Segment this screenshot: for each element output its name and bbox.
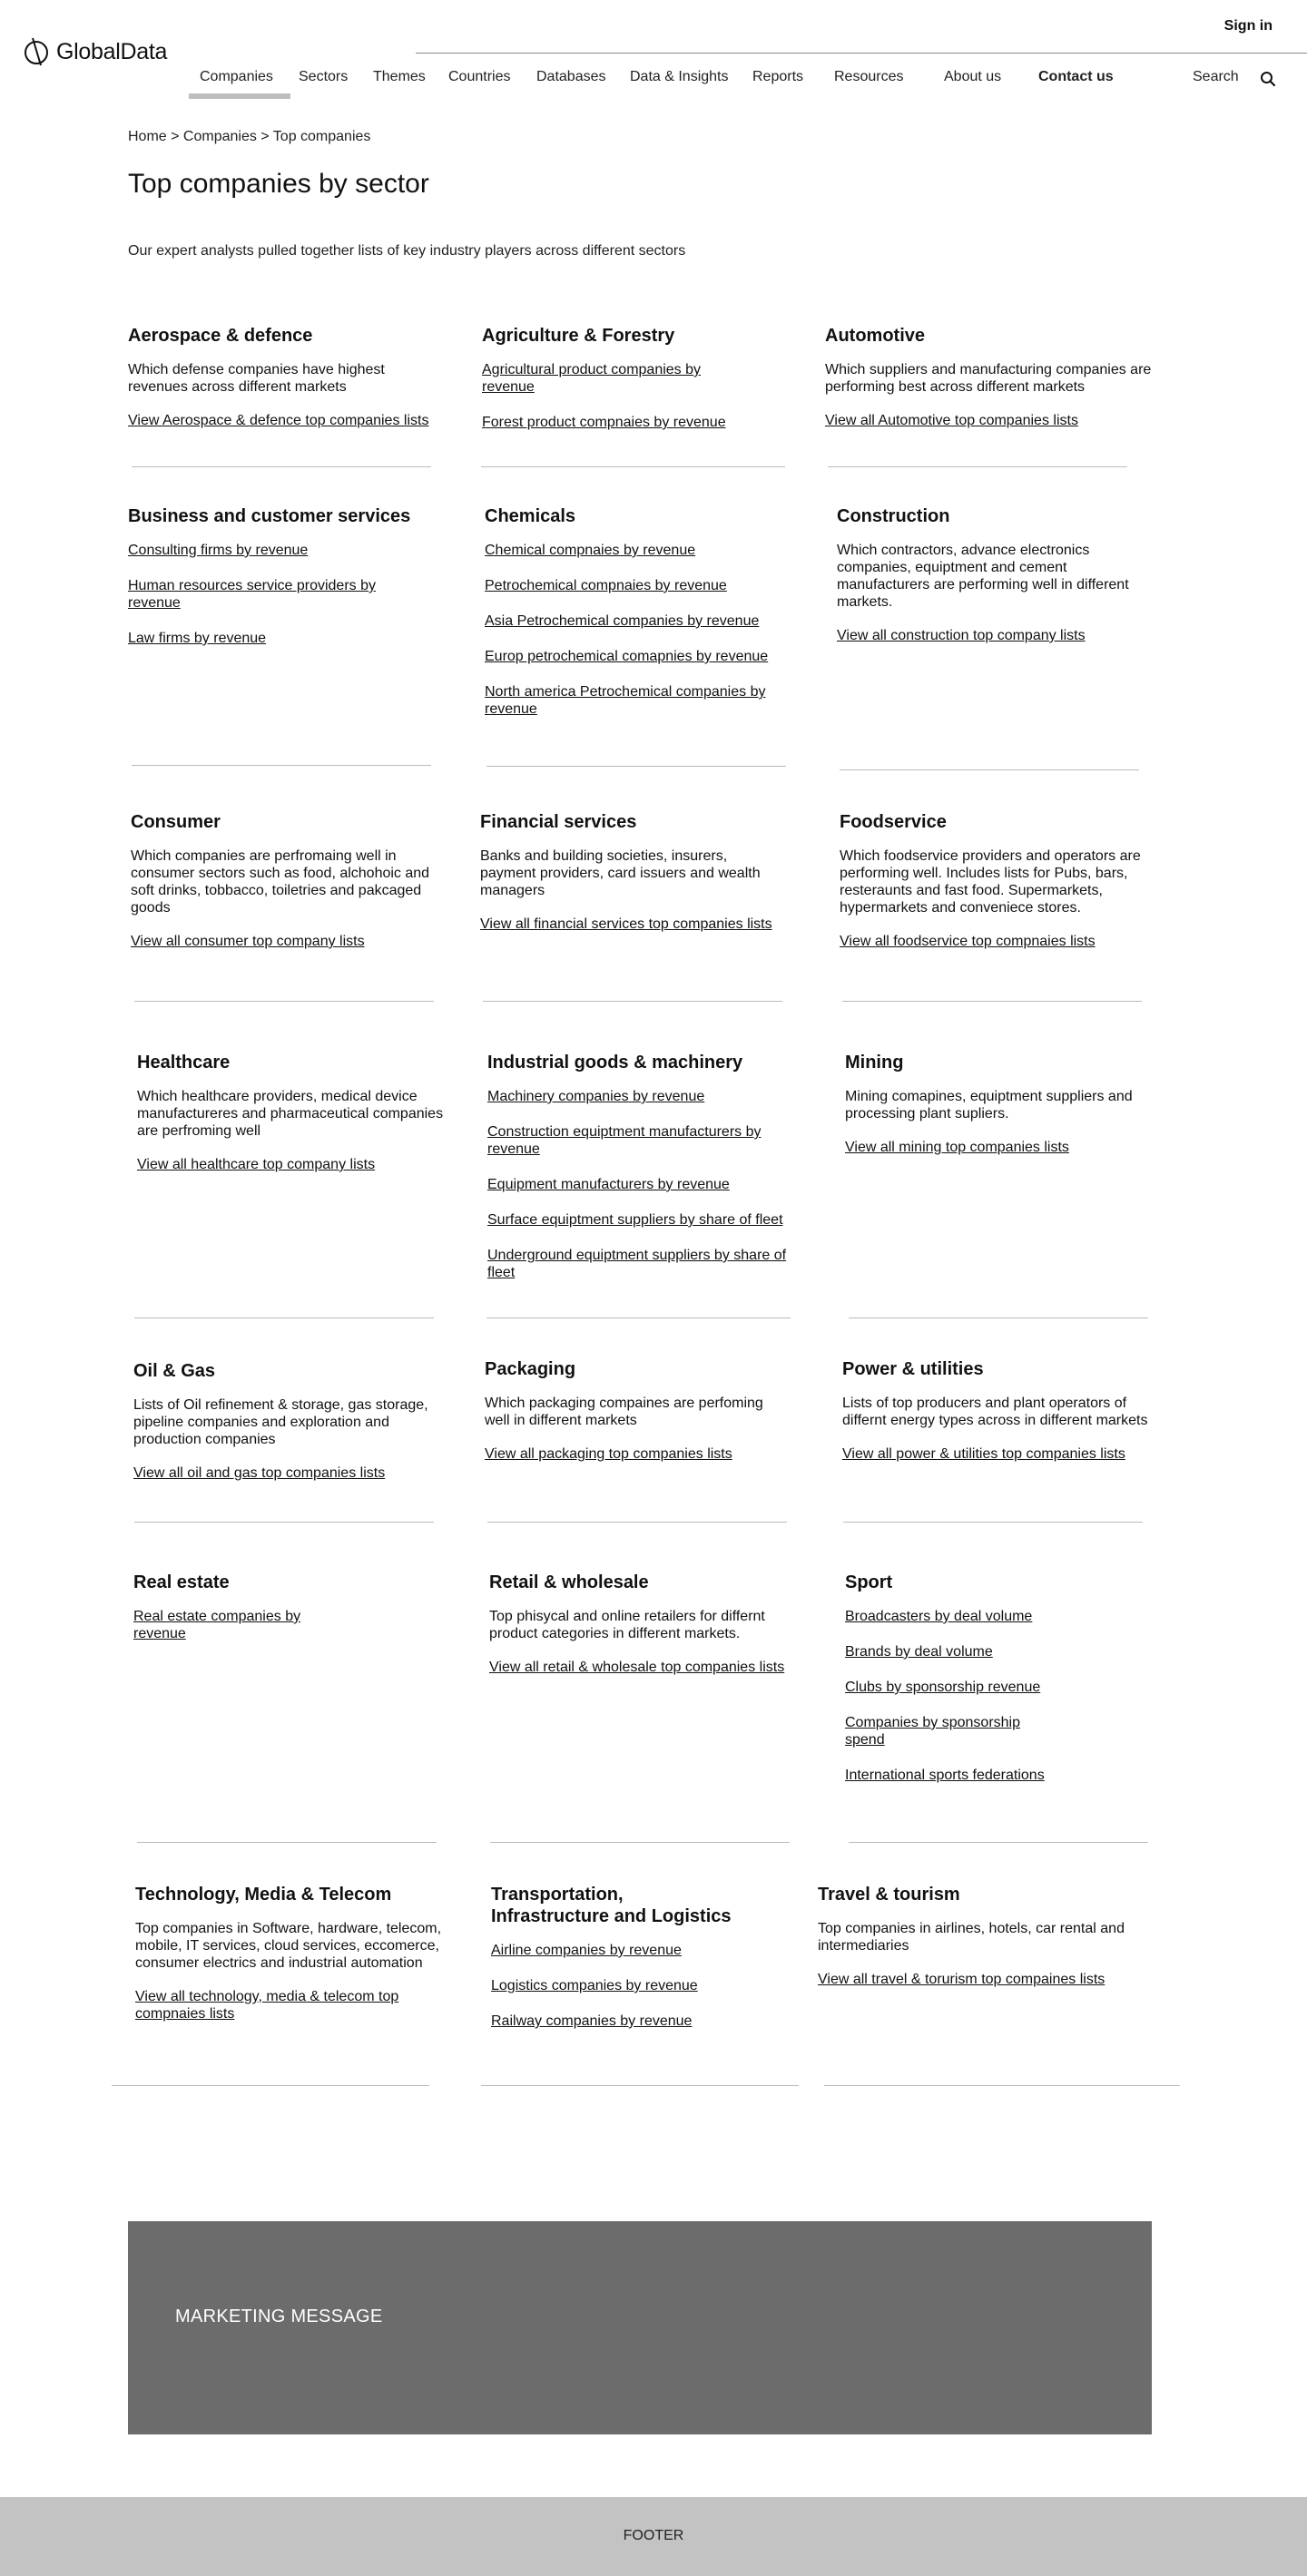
section-divider	[486, 1317, 791, 1318]
section-divider	[490, 1842, 790, 1843]
sector-industrial-goods-machinery	[487, 1052, 796, 1299]
sector-link[interactable]: Equipment manufacturers by revenue	[487, 1177, 730, 1192]
sector-link[interactable]: Companies by sponsorship spend	[845, 1715, 1020, 1748]
sector-real-estate	[133, 1572, 451, 1660]
sector-title: Packaging	[485, 1359, 576, 1379]
sector-link[interactable]: View all oil and gas top companies lists	[133, 1465, 386, 1481]
sector-automotive	[825, 325, 1152, 447]
sector-link[interactable]: Underground equiptment suppliers by share of fleet	[487, 1248, 787, 1280]
sector-link[interactable]: Europ petrochemical comapnies by revenue	[485, 649, 769, 664]
sector-title: Retail & wholesale	[489, 1572, 649, 1592]
sector-description: Banks and building societies, insurers, payment providers, card issuers and wealth managers	[480, 848, 761, 898]
section-divider	[134, 1001, 434, 1002]
sector-consumer	[131, 811, 448, 968]
nav-resources[interactable]: Resources	[834, 69, 904, 84]
sector-link[interactable]: Surface equiptment suppliers by share of fleet	[487, 1212, 783, 1228]
header-divider	[416, 53, 1307, 54]
sector-title: Agriculture & Forestry	[482, 326, 675, 346]
sector-link[interactable]: Human resources service providers by revenue	[128, 578, 376, 611]
section-divider	[134, 1317, 434, 1318]
section-divider	[137, 1842, 437, 1843]
sector-description: Top phisycal and online retailers for differnt product categories in different markets.	[489, 1609, 765, 1641]
sector-title: Power & utilities	[842, 1359, 984, 1379]
sector-link[interactable]: View all consumer top company lists	[131, 934, 365, 949]
sector-title: Oil & Gas	[133, 1361, 216, 1381]
nav-contact-us[interactable]: Contact us	[1038, 69, 1114, 84]
sector-link[interactable]: Machinery companies by revenue	[487, 1089, 705, 1104]
sector-link[interactable]: View all foodservice top compnaies lists	[840, 934, 1096, 949]
sector-construction	[837, 505, 1145, 662]
nav-data-insights[interactable]: Data & Insights	[630, 69, 729, 84]
sector-description: Which companies are perfromaing well in consumer sectors such as food, alchohoic and soft drinks, tobbacco, toiletries and pakcaged goods	[131, 848, 430, 916]
sector-description: Which healthcare providers, medical device manufactureres and pharmaceutical companies are perfroming well	[137, 1089, 444, 1139]
section-divider	[849, 1842, 1148, 1843]
sector-foodservice	[840, 811, 1157, 968]
section-divider	[842, 1001, 1142, 1002]
nav-companies[interactable]: Companies	[200, 69, 273, 84]
marketing-message: MARKETING MESSAGE	[175, 2307, 383, 2326]
section-divider	[824, 2085, 1180, 2086]
sector-link[interactable]: View all power & utilities top companies lists	[842, 1446, 1125, 1462]
footer-label: FOOTER	[623, 2528, 684, 2543]
sector-link[interactable]: Broadcasters by deal volume	[845, 1609, 1033, 1624]
sector-title: Financial services	[480, 812, 637, 832]
sector-link[interactable]: Consulting firms by revenue	[128, 543, 309, 558]
marketing-banner[interactable]	[128, 2221, 1152, 2434]
sector-link[interactable]: Agricultural product companies by revenue	[482, 362, 702, 395]
search-link[interactable]: Search	[1193, 69, 1239, 84]
section-divider	[843, 1522, 1143, 1523]
sector-title: Consumer	[131, 812, 221, 832]
sector-title: Technology, Media & Telecom	[135, 1885, 392, 1905]
sector-link[interactable]: View all technology, media & telecom top compnaies lists	[135, 1989, 399, 2022]
sector-link[interactable]: Forest product compnaies by revenue	[482, 415, 726, 430]
sector-link[interactable]: Law firms by revenue	[128, 631, 267, 646]
sector-title: Chemicals	[485, 506, 576, 526]
nav-reports[interactable]: Reports	[752, 69, 804, 84]
section-divider	[487, 1522, 787, 1523]
sector-link[interactable]: View all packaging top companies lists	[485, 1446, 732, 1462]
globaldata-logo[interactable]	[24, 36, 167, 67]
sector-travel-tourism	[818, 1884, 1135, 2006]
sector-link[interactable]: Railway companies by revenue	[491, 2013, 693, 2029]
section-divider	[134, 1522, 434, 1523]
sector-title: Healthcare	[137, 1053, 231, 1073]
sector-mining	[845, 1052, 1145, 1174]
sector-transportation-infrastructure-logistics	[491, 1884, 745, 2048]
sector-title: Sport	[845, 1572, 893, 1592]
sector-link[interactable]: View all travel & torurism top compaines lists	[818, 1972, 1106, 1987]
sign-in-link[interactable]: Sign in	[1223, 18, 1273, 34]
section-divider	[849, 1317, 1148, 1318]
sector-description: Lists of top producers and plant operators of differnt energy types across in different markets	[842, 1396, 1148, 1428]
sector-link[interactable]: Logistics companies by revenue	[491, 1978, 698, 1993]
sector-link[interactable]: Real estate companies by revenue	[133, 1609, 301, 1641]
sector-business-customer-services	[128, 505, 446, 665]
page-intro: Our expert analysts pulled together lists of key industry players across different sectors	[128, 243, 686, 259]
sector-description: Lists of Oil refinement & storage, gas storage, pipeline companies and exploration and production companies	[133, 1397, 428, 1447]
nav-active-indicator	[189, 93, 290, 99]
sector-link[interactable]: Petrochemical compnaies by revenue	[485, 578, 727, 593]
section-divider	[132, 466, 431, 467]
sector-title: Foodservice	[840, 812, 947, 832]
sector-link[interactable]: View all Automotive top companies lists	[825, 413, 1078, 428]
section-divider	[828, 466, 1127, 467]
sector-financial-services	[480, 811, 780, 951]
sector-link[interactable]: Clubs by sponsorship revenue	[845, 1680, 1041, 1695]
sector-link[interactable]: Asia Petrochemical companies by revenue	[485, 613, 760, 629]
sector-title: Automotive	[825, 326, 925, 346]
section-divider	[483, 1001, 782, 1002]
sector-link[interactable]: Airline companies by revenue	[491, 1943, 682, 1958]
nav-themes[interactable]: Themes	[373, 69, 426, 84]
sector-oil-gas	[133, 1360, 442, 1500]
section-divider	[481, 2085, 799, 2086]
nav-countries[interactable]: Countries	[448, 69, 511, 84]
section-divider	[840, 769, 1139, 770]
footer	[0, 2497, 1307, 2576]
sector-retail-wholesale	[489, 1572, 807, 1694]
sector-sport	[845, 1572, 1145, 1802]
sector-description: Top companies in airlines, hotels, car rental and intermediaries	[818, 1921, 1125, 1954]
sector-description: Which suppliers and manufacturing companies are performing best across different markets	[825, 362, 1152, 395]
nav-databases[interactable]: Databases	[536, 69, 606, 84]
sector-aerospace-defence	[128, 325, 446, 447]
sector-description: Which contractors, advance electronics companies, equiptment and cement manufacturers are performing well in different markets.	[837, 543, 1129, 610]
search-icon[interactable]	[1260, 71, 1276, 92]
sector-chemicals	[485, 505, 802, 736]
logo-wordmark: GlobalData	[56, 38, 168, 64]
section-divider	[481, 466, 785, 467]
sector-description: Which packaging compaines are perfoming well in different markets	[485, 1396, 763, 1428]
sector-link[interactable]: View all retail & wholesale top companies lists	[489, 1660, 785, 1675]
sector-title: Aerospace & defence	[128, 326, 313, 346]
section-divider	[112, 2085, 429, 2086]
sector-title: Construction	[837, 506, 950, 526]
sector-link[interactable]: View all mining top companies lists	[845, 1140, 1069, 1155]
sector-title: Transportation, Infrastructure and Logistics	[491, 1885, 732, 1926]
sector-link[interactable]: View all financial services top companies lists	[480, 916, 772, 932]
sector-link[interactable]: Construction equiptment manufacturers by revenue	[487, 1124, 762, 1157]
sector-healthcare	[137, 1052, 455, 1191]
sector-link[interactable]: View all healthcare top company lists	[137, 1157, 376, 1172]
sector-link[interactable]: North america Petrochemical companies by revenue	[485, 684, 766, 717]
sector-title: Industrial goods & machinery	[487, 1053, 743, 1073]
globaldata-logo-icon	[24, 36, 51, 67]
section-divider	[132, 765, 431, 766]
sector-packaging	[485, 1358, 784, 1481]
sector-title: Business and customer services	[128, 506, 411, 526]
nav-sectors[interactable]: Sectors	[299, 69, 349, 84]
sector-title: Mining	[845, 1053, 904, 1073]
sector-agriculture-forestry	[482, 325, 727, 449]
breadcrumb[interactable]: Home > Companies > Top companies	[128, 129, 371, 144]
section-divider	[486, 766, 786, 767]
sector-power-utilities	[842, 1358, 1151, 1481]
sector-title: Travel & tourism	[818, 1885, 960, 1905]
page-title: Top companies by sector	[128, 169, 429, 199]
sector-title: Real estate	[133, 1572, 230, 1592]
sector-link[interactable]: Chemical compnaies by revenue	[485, 543, 696, 558]
sector-description: Which foodservice providers and operators are performing well. Includes lists for Pubs, bars, resteraunts and fast food. Supermarkets, hypermarkets and conveniece stores.	[840, 848, 1141, 916]
nav-about-us[interactable]: About us	[944, 69, 1002, 84]
sector-link[interactable]: International sports federations	[845, 1768, 1045, 1783]
sector-technology-media-telecom	[135, 1884, 444, 2041]
sector-description: Which defense companies have highest revenues across different markets	[128, 362, 385, 395]
sector-link[interactable]: View Aerospace & defence top companies lists	[128, 413, 429, 428]
sector-link[interactable]: View all construction top company lists	[837, 628, 1086, 643]
sector-description: Top companies in Software, hardware, telecom, mobile, IT services, cloud services, eccomerce, consumer electrics and industrial automation	[135, 1921, 442, 1971]
sector-link[interactable]: Brands by deal volume	[845, 1644, 993, 1660]
sector-description: Mining comapines, equiptment suppliers and processing plant supliers.	[845, 1089, 1133, 1121]
